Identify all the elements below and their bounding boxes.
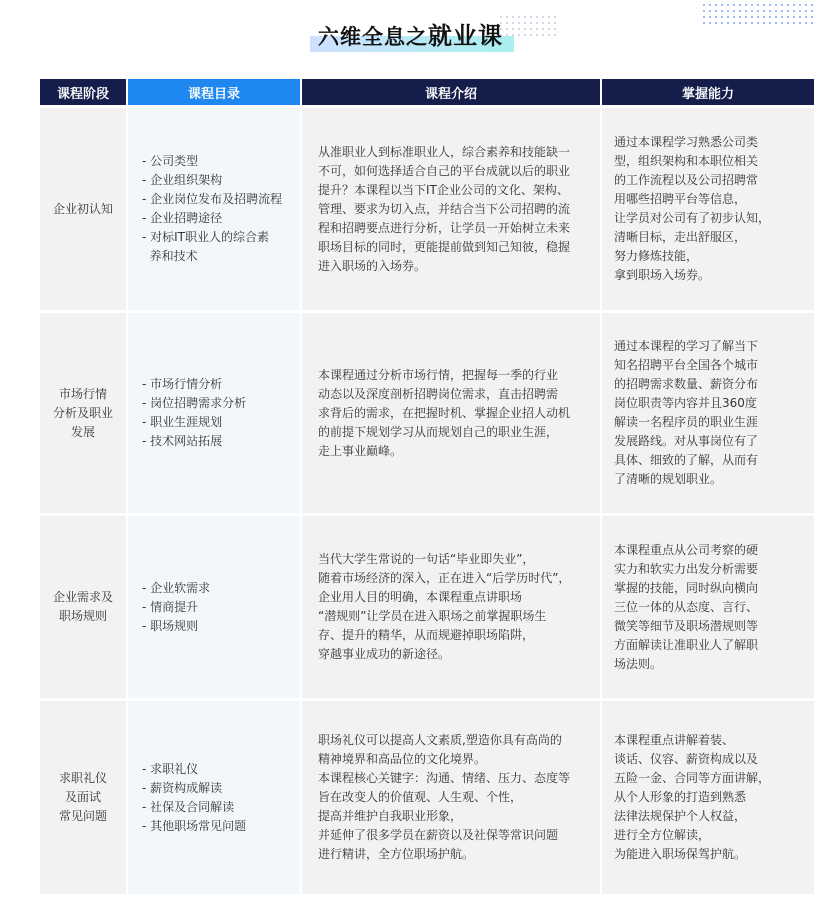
intro-line: 求背后的需求，在把握时机、掌握企业招人动机	[318, 405, 571, 420]
header	[0, 0, 821, 74]
ability-line: 通过本课程的学习了解当下	[614, 339, 759, 353]
dot	[727, 10, 729, 12]
directory-item: - 其他职场常见问题	[142, 818, 247, 833]
stage-line: 常见问题	[58, 809, 107, 823]
stage-line: 发展	[70, 424, 95, 439]
ability-line: 通过本课程学习熟悉公司类	[614, 135, 759, 149]
stage-line: 分析及职业	[52, 405, 113, 420]
dot	[757, 10, 759, 12]
table-header-row	[40, 79, 814, 105]
dot	[811, 4, 813, 6]
column-header-stage: 课程阶段	[40, 79, 126, 105]
intro-line: 并延伸了很多学员在薪资以及社保等常识问题	[318, 828, 559, 842]
dot	[763, 4, 765, 6]
dot	[745, 10, 747, 12]
directory-item: - 技术网站拓展	[142, 434, 223, 448]
dot	[787, 10, 789, 12]
stage-line: 及面试	[64, 790, 101, 804]
dot	[709, 10, 711, 12]
stage-line: 企业需求及	[52, 590, 113, 604]
course-table	[38, 76, 816, 897]
dot	[727, 4, 729, 6]
directory-item: - 企业岗位发布及招聘流程	[142, 192, 283, 206]
dot	[739, 10, 741, 12]
ability-cell	[602, 108, 814, 310]
intro-line: “潜规则”让学员在进入职场之前掌握职场生	[318, 609, 547, 623]
dot	[787, 4, 789, 6]
intro-line: 提升？本课程以当下IT企业公司的文化、架构、	[318, 182, 569, 197]
page-title-part1: 六维全息之	[318, 25, 428, 49]
table-row	[40, 701, 814, 894]
dot	[721, 10, 723, 12]
column-header-ability: 掌握能力	[602, 79, 814, 105]
directory-item: - 职场规则	[142, 618, 199, 633]
directory-item: - 企业组织架构	[142, 173, 223, 187]
stage-cell	[40, 313, 126, 513]
dot	[721, 4, 723, 6]
dot	[805, 10, 807, 12]
dot	[781, 4, 783, 6]
dot	[793, 10, 795, 12]
dot	[793, 4, 795, 6]
intro-line: 职场礼仪可以提高人文素质,塑造你具有高尚的	[318, 733, 562, 747]
ability-line: 从个人形象的打造到熟悉	[614, 790, 747, 804]
page-title	[0, 16, 821, 51]
page-title-part2: 就业课	[428, 22, 503, 50]
directory-item: - 职业生涯规划	[142, 415, 223, 429]
dot	[733, 10, 735, 12]
dot	[775, 4, 777, 6]
directory-item: - 求职礼仪	[142, 761, 199, 776]
column-header-directory: 课程目录	[128, 79, 300, 105]
ability-line: 的招聘需求数量、薪资分布	[614, 377, 759, 391]
intro-line: 职场目标的同时，更能提前做到知己知彼，稳握	[318, 239, 571, 254]
intro-line: 不可，如何选择适合自己的平台成就以后的职业	[318, 163, 571, 178]
ability-line: 场法则。	[614, 656, 663, 671]
dot	[733, 4, 735, 6]
dot	[769, 10, 771, 12]
intro-line: 精神境界和高品位的文化境界。	[318, 752, 487, 766]
directory-item: - 市场行情分析	[142, 377, 223, 391]
intro-line: 进入职场的入场券。	[318, 258, 427, 273]
ability-line: 本课程重点讲解着装、	[614, 733, 735, 747]
dot	[799, 4, 801, 6]
ability-line: 实力和软实力出发分析需要	[614, 561, 759, 576]
dot	[799, 10, 801, 12]
directory-cell	[128, 701, 300, 894]
directory-item: - 情商提升	[142, 599, 199, 614]
ability-line: 谈话、仪容、薪资构成以及	[614, 752, 759, 766]
ability-line: 本课程重点从公司考察的硬	[614, 542, 759, 557]
intro-cell	[302, 108, 600, 310]
intro-line: 进行精讲，全方位职场护航。	[318, 847, 475, 861]
dot	[805, 4, 807, 6]
dot	[775, 10, 777, 12]
table-row	[40, 516, 814, 698]
dot	[715, 10, 717, 12]
directory-item: - 对标IT职业人的综合素	[142, 230, 270, 244]
directory-item: - 公司类型	[142, 154, 199, 168]
ability-line: 掌握的技能，同时纵向横向	[614, 580, 759, 595]
dot	[769, 4, 771, 6]
dot	[703, 4, 705, 6]
dot	[757, 4, 759, 6]
table-row	[40, 108, 814, 310]
ability-line: 让学员对公司有了初步认知，	[614, 211, 771, 225]
stage-line: 市场行情	[58, 386, 107, 401]
dot	[703, 10, 705, 12]
directory-item: - 企业招聘途径	[142, 211, 223, 225]
dot	[715, 4, 717, 6]
ability-line: 型，组织架构和本职位相关	[614, 154, 759, 168]
ability-cell	[602, 313, 814, 513]
stage-cell	[40, 701, 126, 894]
intro-line: 当代大学生常说的一句话“毕业即失业”，	[318, 552, 535, 566]
intro-cell	[302, 701, 600, 894]
ability-cell	[602, 701, 814, 894]
directory-item: - 薪资构成解读	[142, 780, 223, 795]
ability-line: 三位一体的从态度、言行、	[614, 599, 759, 614]
column-header-intro: 课程介绍	[302, 79, 600, 105]
stage-line: 求职礼仪	[58, 771, 107, 785]
intro-line: 企业用人目的明确，本课程重点讲职场	[318, 590, 523, 604]
ability-line: 用哪些招聘平台等信息，	[614, 192, 747, 206]
stage-cell	[40, 108, 126, 310]
intro-line: 穿越事业成功的新途径。	[318, 647, 451, 661]
directory-item: - 企业软需求	[142, 580, 211, 595]
dot	[709, 4, 711, 6]
ability-line: 清晰目标，走出舒服区，	[614, 230, 747, 244]
intro-cell	[302, 313, 600, 513]
directory-cell	[128, 313, 300, 513]
ability-line: 具体、细致的了解，从而有	[614, 453, 759, 467]
intro-line: 本课程通过分析市场行情，把握每一季的行业	[318, 367, 559, 382]
intro-line: 管理、要求为切入点，并结合当下公司招聘的流	[318, 201, 571, 216]
ability-line: 发展路线。对从事岗位有了	[614, 434, 759, 448]
dot	[745, 4, 747, 6]
ability-line: 努力修炼技能，	[614, 249, 699, 263]
intro-line: 本课程核心关键字：沟通、情绪、压力、态度等	[318, 771, 571, 785]
intro-cell	[302, 516, 600, 698]
ability-line: 知名招聘平台全国各个城市	[614, 358, 759, 372]
intro-line: 存、提升的精华，从而规避掉职场陷阱，	[318, 628, 535, 642]
ability-line: 微笑等细节及职场潜规则等	[614, 618, 759, 633]
intro-line: 走上事业巅峰。	[318, 443, 403, 458]
ability-line: 了清晰的规划职业。	[614, 472, 723, 486]
directory-cell	[128, 516, 300, 698]
directory-item: 养和技术	[142, 249, 198, 263]
intro-line: 提高并维护自我职业形象，	[318, 809, 463, 823]
intro-line: 从准职业人到标准职业人，综合素养和技能缺一	[318, 144, 571, 159]
ability-cell	[602, 516, 814, 698]
directory-cell	[128, 108, 300, 310]
dot	[751, 10, 753, 12]
ability-line: 为能进入职场保驾护航。	[614, 847, 747, 861]
ability-line: 法律法规保护个人权益，	[614, 809, 747, 823]
ability-line: 方面解读让准职业人了解职	[614, 637, 759, 652]
stage-line: 职场规则	[58, 609, 107, 623]
stage-line: 企业初认知	[52, 201, 113, 216]
ability-line: 五险一金、合同等方面讲解，	[614, 771, 771, 785]
ability-line: 拿到职场入场券。	[614, 268, 711, 282]
dot	[763, 10, 765, 12]
dot	[811, 10, 813, 12]
stage-cell	[40, 516, 126, 698]
dot	[781, 10, 783, 12]
directory-item: - 岗位招聘需求分析	[142, 396, 247, 410]
intro-line: 的前提下规划学习从而规划自己的职业生涯，	[318, 424, 559, 439]
intro-line: 程和招聘要点进行分析，让学员一开始树立未来	[318, 220, 571, 235]
intro-line: 随着市场经济的深入，正在进入“后学历时代”，	[318, 571, 571, 585]
dot	[751, 4, 753, 6]
table-row	[40, 313, 814, 513]
intro-line: 旨在改变人的价值观、人生观、个性，	[318, 790, 523, 804]
intro-line: 动态以及深度剖析招聘岗位需求，直击招聘需	[318, 386, 559, 401]
ability-line: 的工作流程以及公司招聘常	[614, 173, 759, 187]
dot	[739, 4, 741, 6]
ability-line: 岗位职责等内容并且360度	[614, 396, 757, 410]
ability-line: 进行全方位解读，	[614, 828, 711, 842]
directory-item: - 社保及合同解读	[142, 799, 235, 814]
ability-line: 解读一名程序员的职业生涯	[614, 415, 759, 429]
